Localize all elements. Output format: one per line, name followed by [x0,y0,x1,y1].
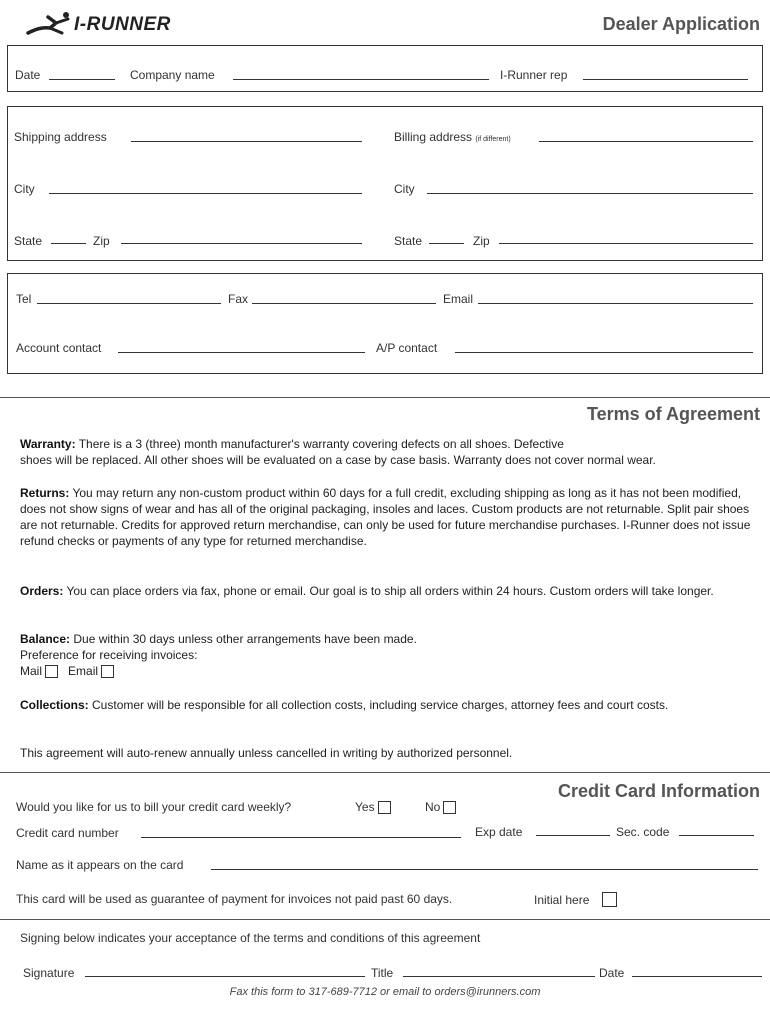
exp-date-label: Exp date [475,825,523,839]
card-name-field[interactable] [211,869,758,870]
credit-title: Credit Card Information [557,781,760,801]
shipping-address-field[interactable] [131,141,362,142]
account-contact-field[interactable] [118,352,365,353]
returns-text: You may return any non-custom product within 60 days for a full credit, excluding shipping as long as it has not been modified, does not show signs of wear and has all of the original packaging, insoles and laces. Custom products are not returnable. Split pair shoes are not returnable. Credits for approved return merchandise, can only be used for future merchandise purchases. I-Runner does not issue refund checks or payments of any type for returned merchandise. [20,486,751,548]
returns-paragraph [20,485,755,549]
email-checkbox[interactable] [101,665,114,678]
balance-text: Due within 30 days unless other arrangements have been made. [73,632,417,646]
warranty-line-1: There is a 3 (three) month manufacturer's warranty covering defects on all shoes. Defective [78,437,564,451]
returns-label: Returns: [20,486,70,500]
sec-code-label: Sec. code [616,825,670,839]
address-box [7,106,763,261]
collections-paragraph [20,697,755,713]
signature-label: Signature [23,966,75,980]
runner-logo-icon [26,11,76,37]
card-number-label: Credit card number [16,826,119,840]
signature-divider [0,919,770,920]
shipping-city-field[interactable] [49,193,362,194]
terms-title: Terms of Agreement [586,404,760,424]
shipping-city-label: City [14,182,35,196]
orders-paragraph [20,583,755,599]
sign-date-field[interactable] [632,976,762,977]
billing-address-label: Billing address (if different) [394,130,511,144]
fax-field[interactable] [252,303,436,304]
billing-note: (if different) [475,136,511,143]
billing-address-field[interactable] [539,141,753,142]
form-title: Dealer Application [602,14,760,34]
brand-logo [26,11,196,37]
email-label: Email [443,292,474,306]
warranty-line-2: shoes will be replaced. All other shoes will be evaluated on a case by case basis. Warranty does not cover normal wear. [20,453,656,467]
tel-label: Tel [16,292,32,306]
billing-zip-field[interactable] [499,243,753,244]
no-checkbox[interactable] [443,801,456,814]
yes-checkbox[interactable] [378,801,391,814]
orders-text: You can place orders via fax, phone or email. Our goal is to ship all orders within 24 hours. Custom orders will take longer. [66,584,714,598]
shipping-address-label: Shipping address [14,130,107,144]
balance-paragraph [20,631,755,679]
bill-weekly-question: Would you like for us to bill your credit card weekly? [16,800,292,814]
title-field[interactable] [403,976,595,977]
warranty-label: Warranty: [20,437,76,451]
date-field[interactable] [49,79,115,80]
company-name-label: Company name [130,68,215,82]
signing-notice: Signing below indicates your acceptance of the terms and conditions of this agreement [20,931,481,945]
sign-date-label: Date [599,966,625,980]
card-name-label: Name as it appears on the card [16,858,184,872]
contact-box [7,273,763,374]
initial-here-option: Initial here [534,892,617,907]
shipping-state-field[interactable] [51,243,86,244]
billing-state-field[interactable] [429,243,464,244]
exp-date-field[interactable] [536,835,610,836]
shipping-state-label: State [14,234,43,248]
yes-option: Yes [355,800,391,814]
terms-divider [0,397,770,398]
date-label: Date [15,68,41,82]
ap-contact-label: A/P contact [376,341,438,355]
collections-label: Collections: [20,698,89,712]
balance-label: Balance: [20,632,71,646]
guarantee-text: This card will be used as guarantee of payment for invoices not paid past 60 days. [16,892,453,906]
collections-text: Customer will be responsible for all collection costs, including service charges, attorney fees and court costs. [92,698,669,712]
mail-checkbox[interactable] [45,665,58,678]
signature-field[interactable] [85,976,365,977]
billing-zip-label: Zip [473,234,490,248]
shipping-zip-field[interactable] [121,243,362,244]
header-info-box [7,45,763,92]
invoice-email-option: Email [68,664,114,678]
fax-label: Fax [228,292,249,306]
sec-code-field[interactable] [679,835,754,836]
warranty-paragraph [20,436,755,468]
no-option: No [425,800,456,814]
brand-name: I-RUNNER [74,14,171,35]
autorenew-text: This agreement will auto-renew annually unless cancelled in writing by authorized personnel. [20,746,513,760]
footer-instructions: Fax this form to 317-689-7712 or email to orders@irunners.com [229,986,541,998]
initial-checkbox[interactable] [602,892,617,907]
credit-divider [0,772,770,773]
account-contact-label: Account contact [16,341,102,355]
irunner-rep-field[interactable] [583,79,748,80]
billing-city-label: City [394,182,415,196]
title-label: Title [371,966,394,980]
billing-state-label: State [394,234,423,248]
company-name-field[interactable] [233,79,489,80]
shipping-zip-label: Zip [93,234,110,248]
card-number-field[interactable] [141,837,461,838]
tel-field[interactable] [37,303,221,304]
orders-label: Orders: [20,584,64,598]
invoice-mail-option: Mail [20,664,58,678]
invoice-preference-label: Preference for receiving invoices: [20,648,198,662]
ap-contact-field[interactable] [455,352,753,353]
email-field[interactable] [478,303,753,304]
irunner-rep-label: I-Runner rep [500,68,568,82]
billing-city-field[interactable] [427,193,753,194]
